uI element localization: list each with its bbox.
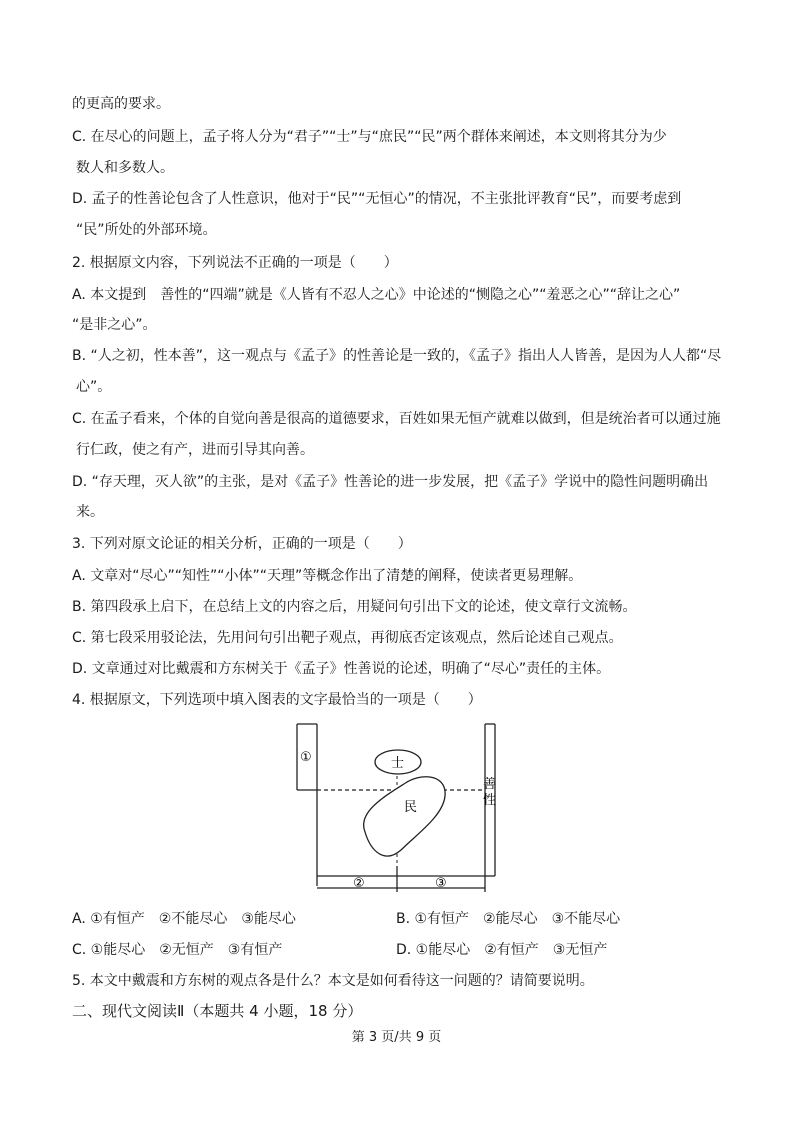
line-03: 数人和多数人。 [76,160,174,176]
q2-option-c-line1: C. 在孟子看来，个体的自觉向善是很高的道德要求，百姓如果无恒产就难以做到，但是统治者可以通过施 [72,411,721,427]
diagram-label-2: ② [353,876,365,891]
q2-option-d-line1: D. “存天理，灭人欲”的主张，是对《孟子》性善论的进一步发展，把《孟子》学说中的隐性问题明确出 [72,474,709,490]
diagram-label-xing: 性 [483,793,497,808]
question-4: 4. 根据原文，下列选项中填入图表的文字最恰当的一项是（ ） [72,692,482,708]
line-01: 的更高的要求。 [72,96,170,112]
diagram-label-min: 民 [404,800,418,815]
q2-option-a-line1: A. 本文提到 善性的“四端”就是《人皆有不忍人之心》中论述的“恻隐之心”“羞恶之心”“辞让之心” [72,287,681,303]
q3-option-a: A. 文章对“尽心”“知性”“小体”“天理”等概念作出了清楚的阐释，使读者更易理解。 [72,568,583,584]
line-02: C. 在尽心的问题上，孟子将人分为“君子”“士”与“庶民”“民”两个群体来阐述，本文则将其分为少 [72,129,667,145]
q3-option-c: C. 第七段采用驳论法，先用问句引出靶子观点，再彻底否定该观点，然后论述自己观点。 [72,630,623,646]
diagram-bottom-axis [317,866,485,892]
q2-option-d-line2: 来。 [76,504,104,520]
diagram-label-1: ① [300,750,312,765]
diagram-label-shan: 善 [483,777,497,792]
q2-option-a-line2: “是非之心”。 [72,317,157,333]
diagram-min-blob [364,777,446,856]
q3-option-b: B. 第四段承上启下，在总结上文的内容之后，用疑问句引出下文的论述，使文章行文流畅。 [72,599,637,615]
line-04: D. 孟子的性善论包含了人性意识，他对于“民”“无恒心”的情况，不主张批评教育“民”，而要考虑到 [72,191,682,207]
q2-option-b-line2: 心”。 [76,379,112,395]
question-5: 5. 本文中戴震和方东树的观点各是什么？本文是如何看待这一问题的？请简要说明。 [72,973,594,989]
q4-option-b: B. ①有恒产 ②能尽心 ③不能尽心 [396,911,621,927]
page-footer: 第 3 页/共 9 页 [351,1030,442,1045]
question-2: 2. 根据原文内容，下列说法不正确的一项是（ ） [72,255,398,271]
question-4-diagram [285,716,505,896]
diagram-label-shi: 士 [391,756,405,771]
q2-option-c-line2: 行仁政，使之有产，进而引导其向善。 [76,442,314,458]
diagram-label-3: ③ [435,876,447,891]
diagram-left-bracket [297,724,317,886]
q3-option-d: D. 文章通过对比戴震和方东树关于《孟子》性善说的论述，明确了“尽心”责任的主体。 [72,661,611,677]
q4-option-a: A. ①有恒产 ②不能尽心 ③能尽心 [72,911,296,927]
q2-option-b-line1: B. “人之初，性本善”，这一观点与《孟子》的性善论是一致的，《孟子》指出人人皆善，是因为人人都“尽 [72,348,722,364]
question-3: 3. 下列对原文论证的相关分析，正确的一项是（ ） [72,536,412,552]
section-2-heading: 二、现代文阅读Ⅱ（本题共 4 小题，18 分） [72,1002,363,1020]
q4-option-c: C. ①能尽心 ②无恒产 ③有恒产 [72,942,283,958]
q4-option-d: D. ①能尽心 ②有恒产 ③无恒产 [396,942,608,958]
line-05: “民”所处的外部环境。 [76,222,217,238]
